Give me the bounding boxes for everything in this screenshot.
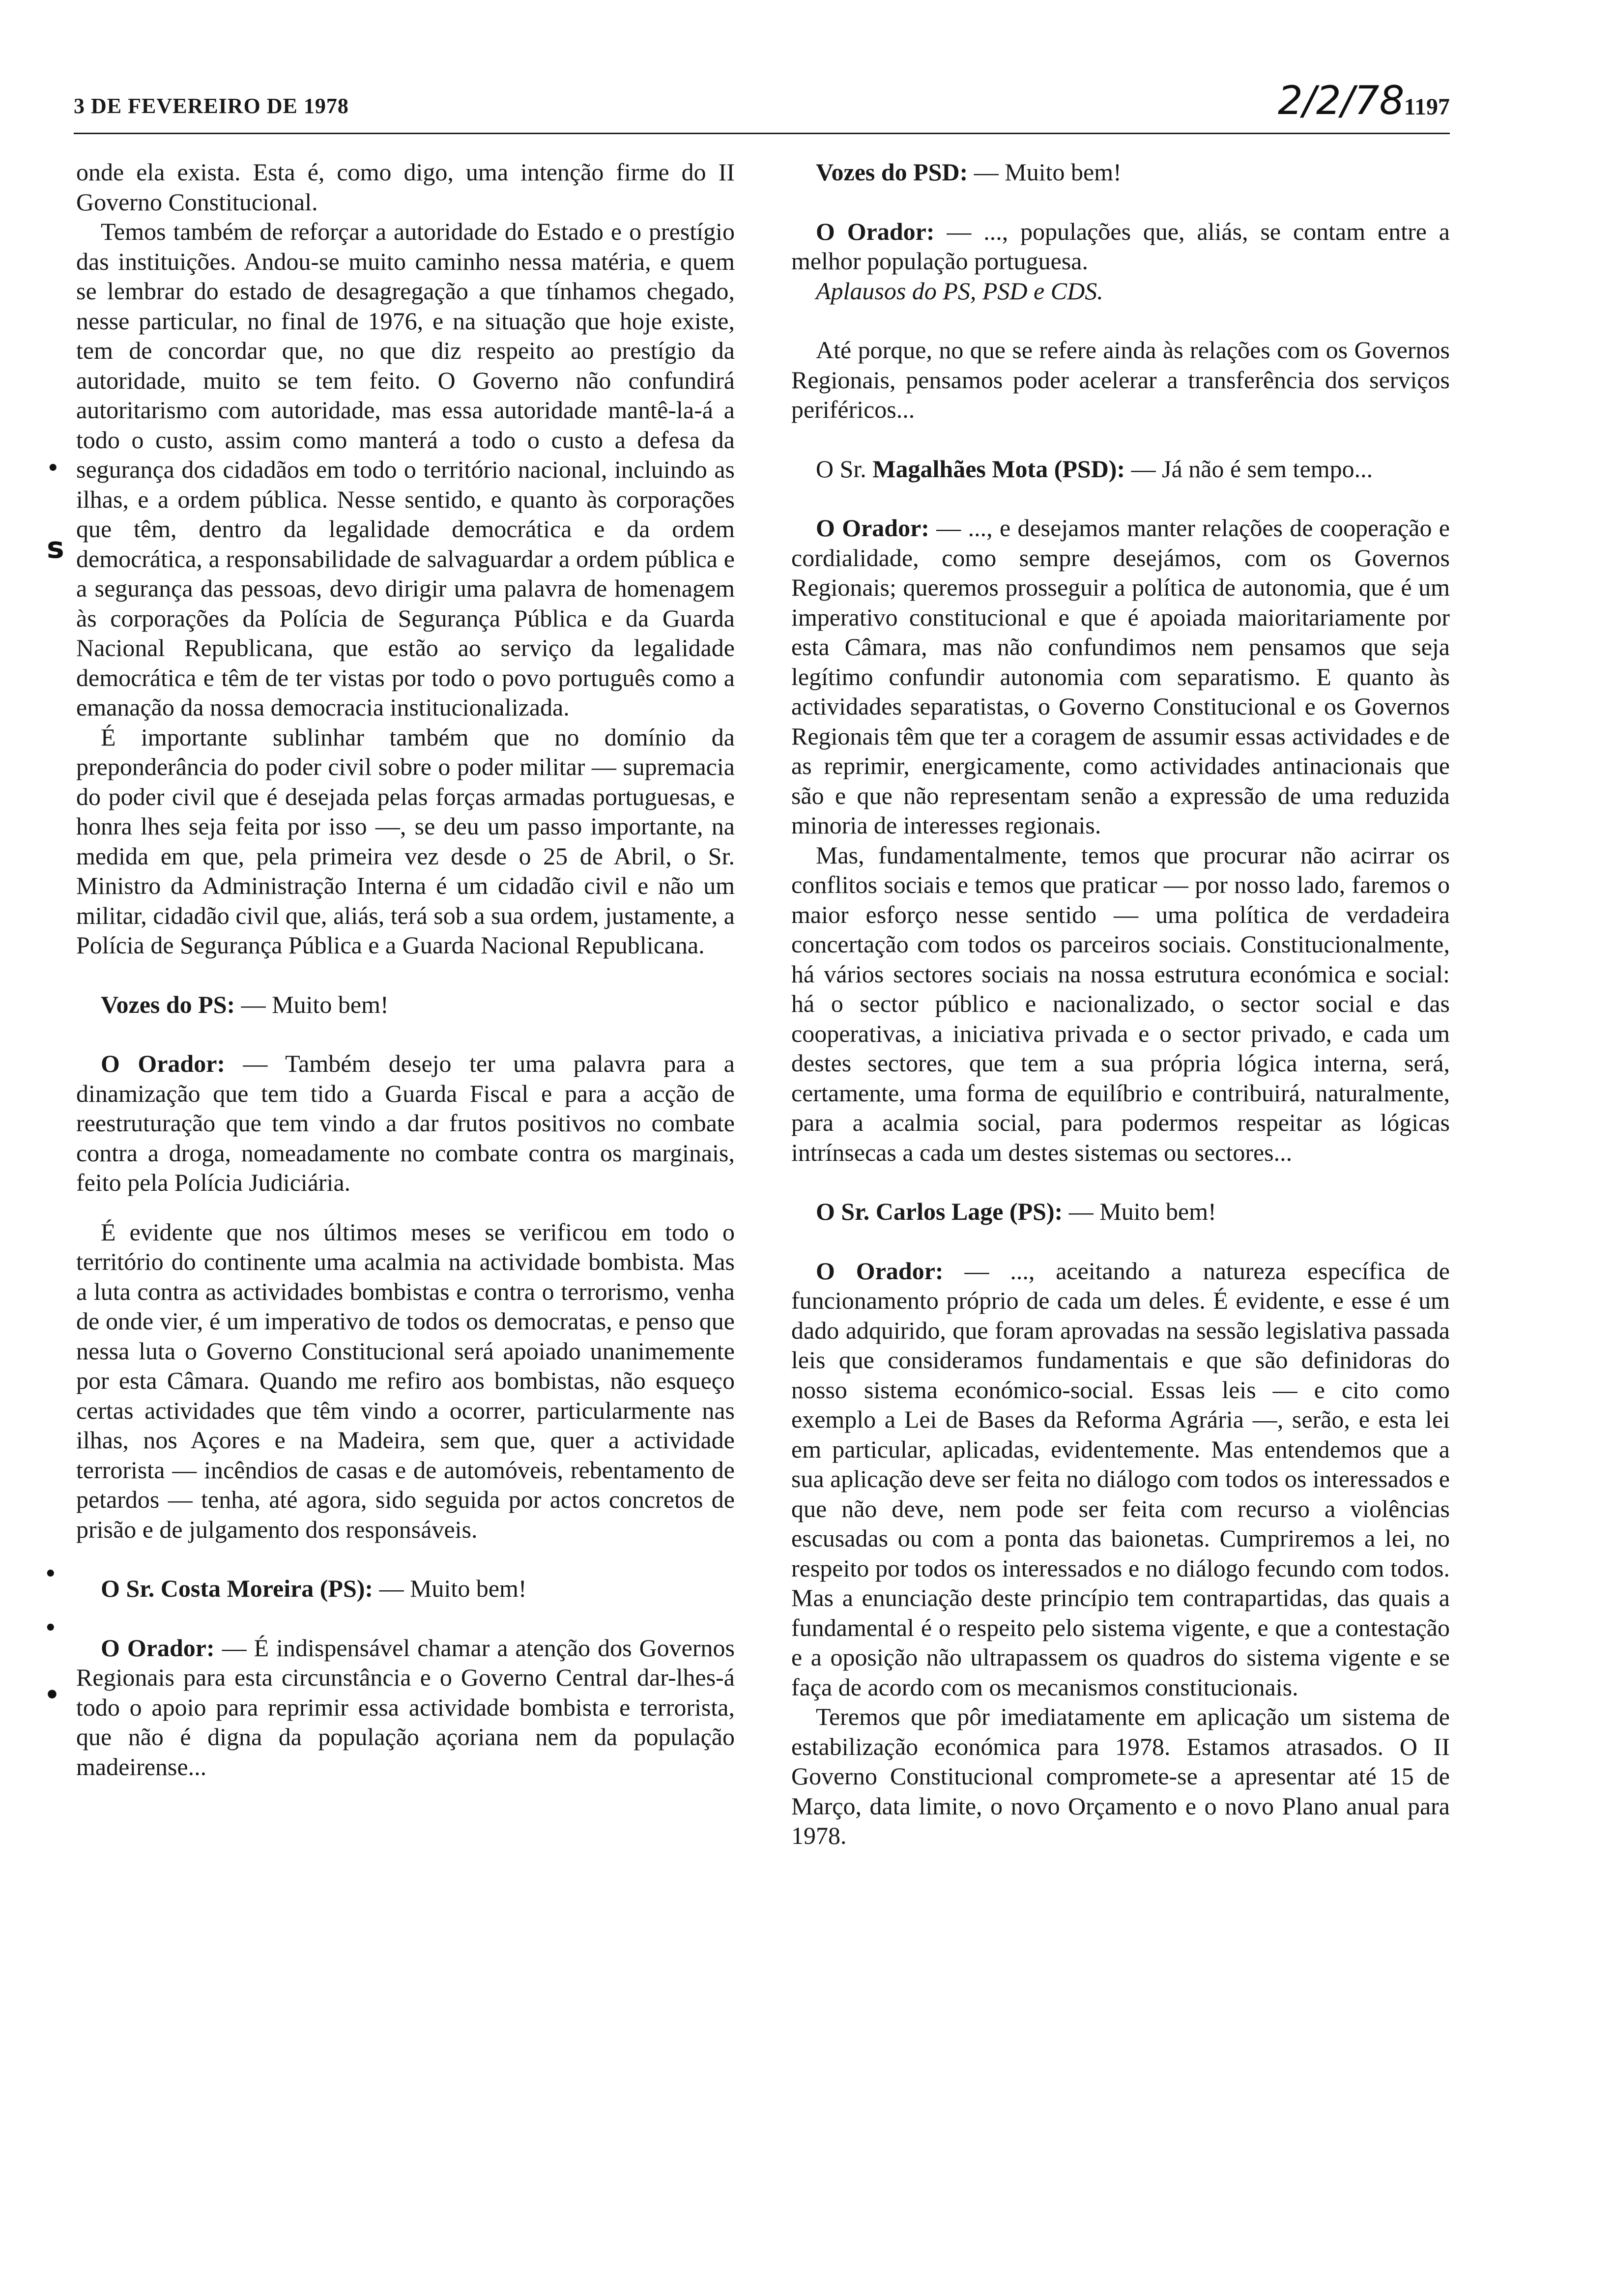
speech-text: — Muito bem! (373, 1575, 527, 1602)
page-header (74, 74, 1450, 134)
speech (791, 1256, 1450, 1702)
speech (76, 1049, 735, 1198)
speaker-name: Magalhães Mota (PSD): (872, 455, 1125, 483)
speaker-name: Vozes do PSD: (816, 158, 968, 186)
speaker-name: O Orador: (816, 1257, 944, 1285)
page-number: 1197 (1404, 94, 1450, 120)
speech-text: — Muito bem! (235, 990, 389, 1018)
applause-note: Aplausos do PS, PSD e CDS. (816, 277, 1103, 305)
speech (76, 1633, 735, 1782)
margin-dot-icon: • (44, 1681, 60, 1709)
speech (791, 513, 1450, 840)
handwritten-date-annotation: 2/2/78 (1278, 78, 1405, 123)
speaker-name: O Sr. Costa Moreira (PS): (101, 1575, 374, 1602)
paragraph: É evidente que nos últimos meses se verificou em todo o território do continente uma acalmia na actividade bombista. Mas a luta contra as actividades bombistas e contra o terrorismo, venha de onde vier, é um imperativo de todos os democratas, e penso que nessa luta o Governo Constitucional será apoiado unanimemente por esta Câmara. Quando me refiro aos bombistas, não esqueço certas actividades que têm vindo a ocorrer, particularmente nas ilhas, nos Açores e na Madeira, sem que, quer a actividade terrorista — incêndios de casas e de automóveis, rebentamento de petardos — tenha, até agora, sido seguida por actos concretos de prisão e de julgamento dos responsáveis. (76, 1218, 735, 1543)
speech-text: — Muito bem! (968, 158, 1122, 186)
paragraph: Mas, fundamentalmente, temos que procurar não acirrar os conflitos sociais e temos que praticar — por nosso lado, faremos o maior esforço nesse sentido — uma política de verdadeira concertação com todos os parceiros sociais. Constitucionalmente, há vários sectores sociais na nossa estrutura económica e social: há o sector público e nacionalizado, o sector social e das cooperativas, a iniciativa privada e o sector privado, e cada um destes sectores, que tem a sua própria lógica interna, será, certamente, uma forma de equilíbrio e contribuirá, naturalmente, para a acalmia social, para podermos respeitar as lógicas intrínsecas a cada um destes sistemas ou sectores... (791, 841, 1450, 1166)
interjection (76, 990, 735, 1020)
margin-mark-icon: • (47, 457, 59, 480)
speech-text: — É indispensável chamar a atenção dos Governos Regionais para esta circunstância e o Governo Central dar-lhes-á todo o apoio para reprimir essa actividade bombista e terrorista, que não é digna da população açoriana nem da população madeirense... (76, 1634, 735, 1780)
speaker-name: O Orador: (101, 1050, 226, 1077)
speech-text: — ..., e desejamos manter relações de cooperação e cordialidade, como sempre desejámos, com os Governos Regionais; queremos prosseguir a política de autonomia, que é um imperativo constitucional e que é apoiada maioritariamente por esta Câmara, mas não confundimos nem pensamos que seja legítimo confundir autonomia com separatismo. E quanto às actividades separatistas, o Governo Constitucional e os Governos Regionais têm que ter a coragem de assumir essas actividades e de as reprimir, energicamente, como actividades antinacionais que são e que não representam senão a expressão de uma reduzida minoria de interesses regionais. (791, 514, 1450, 839)
speaker-name: Vozes do PS: (101, 990, 235, 1018)
speech-text: — Muito bem! (1063, 1198, 1216, 1225)
speech-text: — ..., populações que, aliás, se contam entre a melhor população portuguesa. (791, 217, 1450, 275)
speech-text: — Também desejo ter uma palavra para a dinamização que tem tido a Guarda Fiscal e para a acção de reestruturação que tem vindo a dar frutos positivos no combate contra a droga, nomeadamente no combate contra os marginais, feito pela Polícia Judiciária. (76, 1050, 735, 1196)
paragraph: Temos também de reforçar a autoridade do Estado e o prestígio das instituições. Andou-se muito caminho nessa matéria, e quem se lembrar do estado de desagregação a que tínhamos chegado, nesse particular, no final de 1976, e na situação que hoje existe, tem de concordar que, no que diz respeito ao prestígio da autoridade, muito se tem feito. O Governo não confundirá autoritarismo com autoridade, mas essa autoridade mantê-la-á a todo o custo, assim como manterá a todo o custo a defesa da segurança dos cidadãos em todo o território nacional, incluindo as ilhas, e a ordem pública. Nesse sentido, e quanto às corporações que têm, dentro da legalidade democrática e da ordem democrática, a responsabilidade de salvaguardar a ordem pública e a segurança das pessoas, devo dirigir uma palavra de homenagem às corporações da Polícia de Segurança Pública e da Guarda Nacional Republicana, que estão ao serviço da legalidade democrática e têm de ter vistas por todo o povo português como a emanação da nossa democracia institucionalizada. (76, 218, 735, 721)
paragraph: Até porque, no que se refere ainda às relações com os Governos Regionais, pensamos poder acelerar a transferência dos serviços periféricos... (791, 336, 1450, 423)
speaker-prefix: O Sr. (816, 455, 873, 483)
paragraph: É importante sublinhar também que no domínio da preponderância do poder civil sobre o poder militar — supremacia do poder civil que é desejada pelas forças armadas portuguesas, e honra lhes seja feita por isso —, se deu um passo importante, na medida em que, pela primeira vez desde o 25 de Abril, o Sr. Ministro da Administração Interna é um cidadão civil e não um militar, cidadão civil que, aliás, terá sob a sua ordem, justamente, a Polícia de Segurança Pública e a Guarda Nacional Republicana. (76, 723, 735, 959)
margin-dot-icon: • (44, 1617, 57, 1639)
speech-text: — ..., aceitando a natureza específica de funcionamento próprio de cada um deles. É evidente, e esse é um dado adquirido, que foram aprovadas na sessão legislativa passada leis que consideramos fundamentais e que são definidoras do nosso sistema económico-social. Essas leis — e cito como exemplo a Lei de Bases da Reforma Agrária —, serão, e esta lei em particular, aplicadas, evidentemente. Mas entendemos que a sua aplicação deve ser feita no diálogo com todos os interessados e que não deve, nem pode ser feita com recurso a violências escusadas ou com a ponta das baionetas. Cumpriremos a lei, no respeito por todos os interessados e no diálogo fecundo com todos. Mas a enunciação deste princípio tem contrapartidas, das quais a fundamental é o respeito pelo sistema vigente, e que a contestação e a oposição não ultrapassem os quadros do sistema vigente e se faça de acordo com os mecanismos constitucionais. (791, 1257, 1450, 1701)
interjection (791, 157, 1450, 187)
right-column (791, 157, 1450, 1851)
margin-dot-icon: • (44, 1563, 57, 1585)
speaker-name: O Orador: (816, 514, 929, 542)
speaker-name: O Orador: (816, 217, 935, 245)
interjection (76, 1574, 735, 1604)
paragraph: onde ela exista. Esta é, como digo, uma intenção firme do II Governo Constitucional. (76, 158, 735, 216)
interjection (791, 1197, 1450, 1227)
header-date: 3 DE FEVEREIRO DE 1978 (74, 94, 349, 118)
speaker-name: O Orador: (101, 1634, 215, 1662)
speech-text: — Já não é sem tempo... (1125, 455, 1373, 483)
interjection (791, 454, 1450, 484)
left-column (76, 157, 735, 1781)
speech (791, 217, 1450, 276)
margin-bracket-icon: ꜱ (47, 531, 64, 565)
paragraph: Teremos que pôr imediatamente em aplicação um sistema de estabilização económica para 1978. Estamos atrasados. O II Governo Constitucional compromete-se a apresentar até 15 de Março, data limite, o novo Orçamento e o novo Plano anual para 1978. (791, 1703, 1450, 1849)
speaker-name: O Sr. Carlos Lage (PS): (816, 1198, 1063, 1225)
